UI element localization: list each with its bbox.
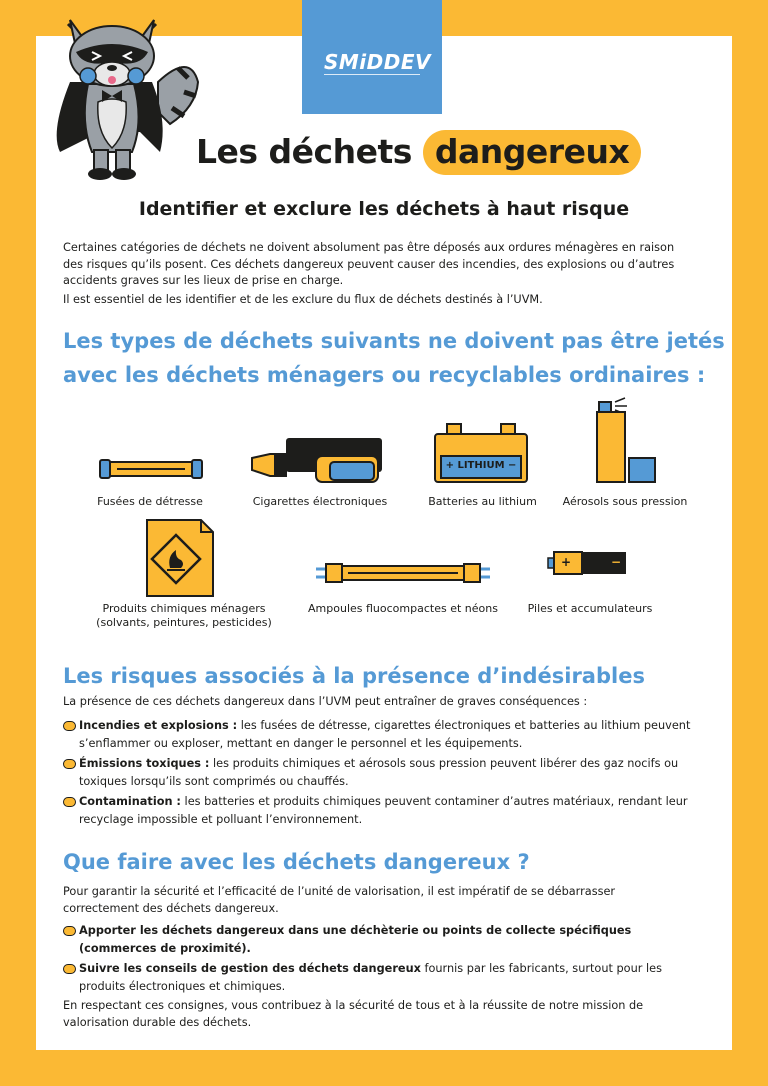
label-aerosols: Aérosols sous pression <box>562 495 688 508</box>
flare-icon <box>99 456 203 482</box>
risk-fire-text: les fusées de détresse, cigarettes électroniques et batteries au lithium peuvent s’enflammer ou exploser, mettant en danger le personnel et les équipements. <box>79 719 691 750</box>
bullet-dot <box>63 964 76 974</box>
label-flares: Fusées de détresse <box>97 495 203 508</box>
risks-intro: La présence de ces déchets dangereux dans l’UVM peut entraîner de graves conséquences : <box>63 695 588 708</box>
bullet-dot <box>63 797 76 807</box>
todo-advice-title: Suivre les conseils de gestion des déchets dangereux <box>79 962 421 975</box>
risks-heading: Les risques associés à la présence d’indésirables <box>63 664 645 688</box>
raccoon-mascot-icon <box>40 12 200 184</box>
todo-item-advice <box>63 960 703 995</box>
todo-intro: Pour garantir la sécurité et l’efficacité de l’unité de valorisation, il est impératif de se débarrasser correctement des déchets dangereux. <box>63 885 616 915</box>
intro-paragraph-2: Il est essentiel de les identifier et de les exclure du flux de déchets destinés à l’UVM. <box>63 293 543 306</box>
fluorescent-tube-icon <box>316 562 490 584</box>
risk-item-toxic <box>63 755 703 790</box>
risk-item-fire <box>63 717 703 752</box>
pile-plus: + <box>560 555 572 569</box>
title-highlight: dangereux <box>423 130 641 175</box>
page-title <box>196 130 641 175</box>
label-chemicals-line1: Produits chimiques ménagers <box>102 602 266 615</box>
todo-outro: En respectant ces consignes, vous contribuez à la sécurité de tous et à la réussite de notre mission de valorisation durable des déchets. <box>63 999 644 1029</box>
todo-advice-text: fournis par les fabricants, surtout pour les produits électroniques et chimiques. <box>79 962 662 993</box>
lithium-battery-icon <box>433 422 529 484</box>
label-lithium: Batteries au lithium <box>428 495 537 508</box>
risk-contamination-text: les batteries et produits chimiques peuvent contaminer d’autres matériaux, rendant leur recyclage impossible et polluant l’environnement. <box>79 795 688 826</box>
label-bulbs: Ampoules fluocompactes et néons <box>308 602 498 615</box>
todo-heading: Que faire avec les déchets dangereux ? <box>63 850 530 874</box>
intro-paragraph-1: Certaines catégories de déchets ne doivent absolument pas être déposés aux ordures ménagères en raison des risques qu’ils posent. Ces déchets dangereux peuvent causer des incendies, des explosions ou d’autres accidents graves sur les lieux de prise en charge. <box>63 241 675 287</box>
chemical-hazard-icon <box>145 518 215 598</box>
label-ecig: Cigarettes électroniques <box>252 495 388 508</box>
risk-toxic-text: les produits chimiques et aérosols sous pression peuvent libérer des gaz nocifs ou toxiques lorsqu’ils sont comprimés ou chauffés. <box>79 757 679 788</box>
label-piles: Piles et accumulateurs <box>527 602 653 615</box>
todo-bring-text: Apporter les déchets dangereux dans une déchèterie ou points de collecte spécifiques (commerces de proximité). <box>79 924 632 955</box>
e-cigarette-icon <box>250 436 384 484</box>
types-heading-line1: Les types de déchets suivants ne doivent pas être jetés <box>63 329 725 353</box>
risk-contamination-title: Contamination : <box>79 795 181 808</box>
page-subtitle: Identifier et exclure les déchets à haut risque <box>138 198 630 220</box>
risk-item-contamination <box>63 793 703 828</box>
lithium-mark: + LITHIUM − <box>445 460 517 471</box>
risk-toxic-title: Émissions toxiques : <box>79 757 210 770</box>
logo-name: SMiDDEV <box>324 50 432 74</box>
risk-fire-title: Incendies et explosions : <box>79 719 238 732</box>
todo-item-bring <box>63 922 703 957</box>
smiddev-logo <box>302 0 442 114</box>
pile-minus: − <box>610 555 622 569</box>
label-chemicals-line2: (solvants, peintures, pesticides) <box>96 616 272 629</box>
bullet-dot <box>63 759 76 769</box>
logo-underline <box>324 74 420 87</box>
bullet-dot <box>63 721 76 731</box>
types-heading-line2: avec les déchets ménagers ou recyclables ordinaires : <box>63 363 706 387</box>
bullet-dot <box>63 926 76 936</box>
aerosol-icon <box>595 396 659 484</box>
title-part1: Les déchets <box>196 132 412 171</box>
